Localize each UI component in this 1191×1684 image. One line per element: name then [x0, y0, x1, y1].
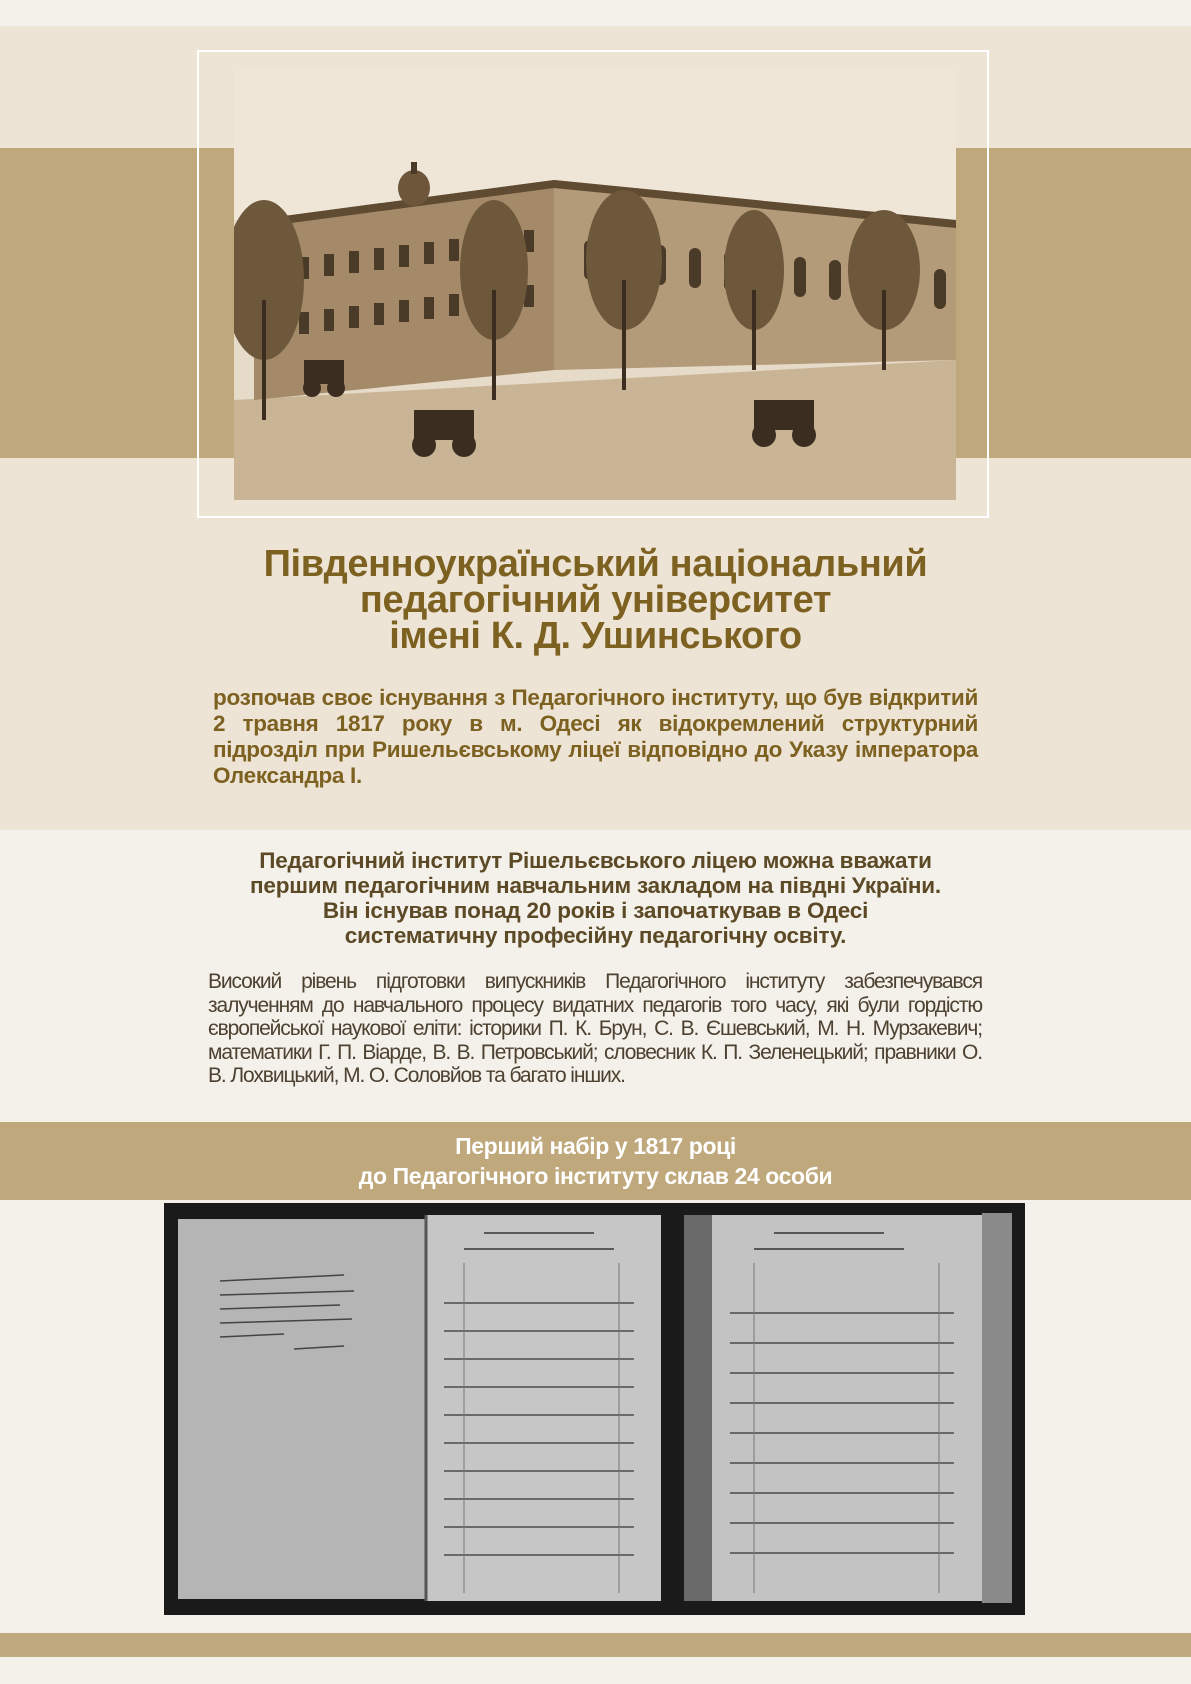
body-paragraph: Високий рівень підготовки випускників Педагогічного інституту забезпечувався залученням до навчального процесу видатних педагогів того часу, які були гордістю європейської наукової еліти: історики П. К. Брун, С. В. Єшевський, М. Н. Мурзакевич; математики Г. П. Віарде, В. В. Петровський; словесник К. П. Зеленецький; правники О. В. Лохвицький, М. О. Соловйов та багато інших.	[208, 970, 982, 1087]
title-line-2: педагогічний університет	[359, 579, 832, 621]
historic-building-engraving-icon	[234, 70, 956, 500]
highlight-line-1: Педагогічний інститут Рішельєвського ліцею можна вважати	[259, 848, 932, 873]
caption-line-2: до Педагогічного інституту склав 24 особи	[358, 1163, 833, 1189]
highlight-line-2: першим педагогічним навчальним закладом на півдні України.	[250, 873, 941, 898]
enrollment-caption	[200, 1131, 991, 1191]
bottom-accent-band	[0, 1633, 1191, 1657]
title-line-3: імені К. Д. Ушинського	[389, 615, 802, 657]
title-line-1: Південноукраїнський національний	[263, 543, 928, 585]
caption-line-1: Перший набір у 1817 році	[455, 1133, 736, 1159]
highlight-paragraph	[180, 848, 1011, 948]
handwritten-register-book-icon	[164, 1203, 1025, 1615]
archive-document-photo	[164, 1203, 1025, 1615]
highlight-line-4: систематичну професійну педагогічну освіту.	[344, 923, 847, 948]
building-engraving-image	[234, 70, 956, 500]
intro-paragraph: розпочав своє існування з Педагогічного інституту, що був відкритий 2 травня 1817 року в м. Одесі як відокремлений структурний підрозділ при Ришельєвському ліцеї відповідно до Указу імператора Олександра I.	[213, 685, 978, 788]
highlight-line-3: Він існував понад 20 років і започаткував в Одесі	[322, 898, 869, 923]
university-title	[150, 543, 1041, 657]
